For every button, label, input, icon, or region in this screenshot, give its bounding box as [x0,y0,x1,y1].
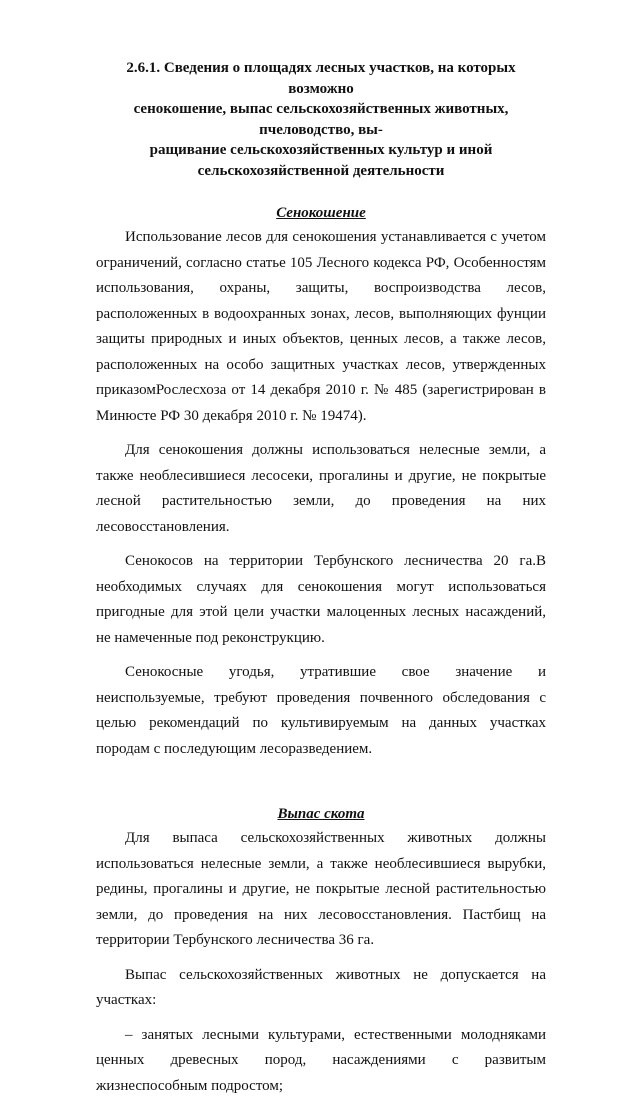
paragraph: Сенокосные угодья, утратившие свое значение и неиспользуемые, требуют проведения почвенного обследования с целью рекомендаций по культивируемым на данных участках породам с последующим лесоразведением. [96,660,546,762]
section-heading: Выпас скота [96,802,546,826]
paragraph: Выпас сельскохозяйственных животных не допускается на участках: [96,963,546,1014]
section-grazing [96,802,546,1099]
paragraph: Использование лесов для сенокошения устанавливается с учетом ограничений, согласно статье 105 Лесного кодекса РФ, Особенностям использования, охраны, защиты, воспроизводства лесов, расположенных в водоохранных зонах, лесов, выполняющих фунции защиты природных и иных объектов, ценных лесов, а также лесов, расположенных на особо защитных участках лесов, утвержденных приказомРослесхоза от 14 декабря 2010 г. № 485 (зарегистрирован в Минюсте РФ 30 декабря 2010 г. № 19474). [96,225,546,429]
paragraph: Для выпаса сельскохозяйственных животных должны использоваться нелесные земли, а также необлесившиеся вырубки, редины, прогалины и другие, не покрытые лесной растительностью земли, до проведения на них лесовосстановления. Пастбищ на территории Тербунского лесничества 36 га. [96,826,546,954]
section-heading: Сенокошение [96,201,546,225]
section-haymaking [96,201,546,762]
document-title [96,58,546,181]
paragraph: – занятых лесными культурами, естественными молодняками ценных древесных пород, насаждениями с развитым жизнеспособным подростом; [96,1023,546,1099]
title-line: сенокошение, выпас сельскохозяйственных животных, пчеловодство, вы- [96,99,546,140]
paragraph: Для сенокошения должны использоваться нелесные земли, а также необлесившиеся лесосеки, прогалины и другие, не покрытые лесной растительностью земли, до проведения на них лесовосстановления. [96,438,546,540]
title-line: ращивание сельскохозяйственных культур и иной [96,140,546,161]
title-line: 2.6.1. Сведения о площадях лесных участков, на которых возможно [96,58,546,99]
document-page [96,58,546,1099]
title-line: сельскохозяйственной деятельности [96,161,546,182]
paragraph: Сенокосов на территории Тербунского лесничества 20 га.В необходимых случаях для сенокошения могут использоваться пригодные для этой цели участки малоценных лесных насаждений, не намеченные под реконструкцию. [96,549,546,651]
